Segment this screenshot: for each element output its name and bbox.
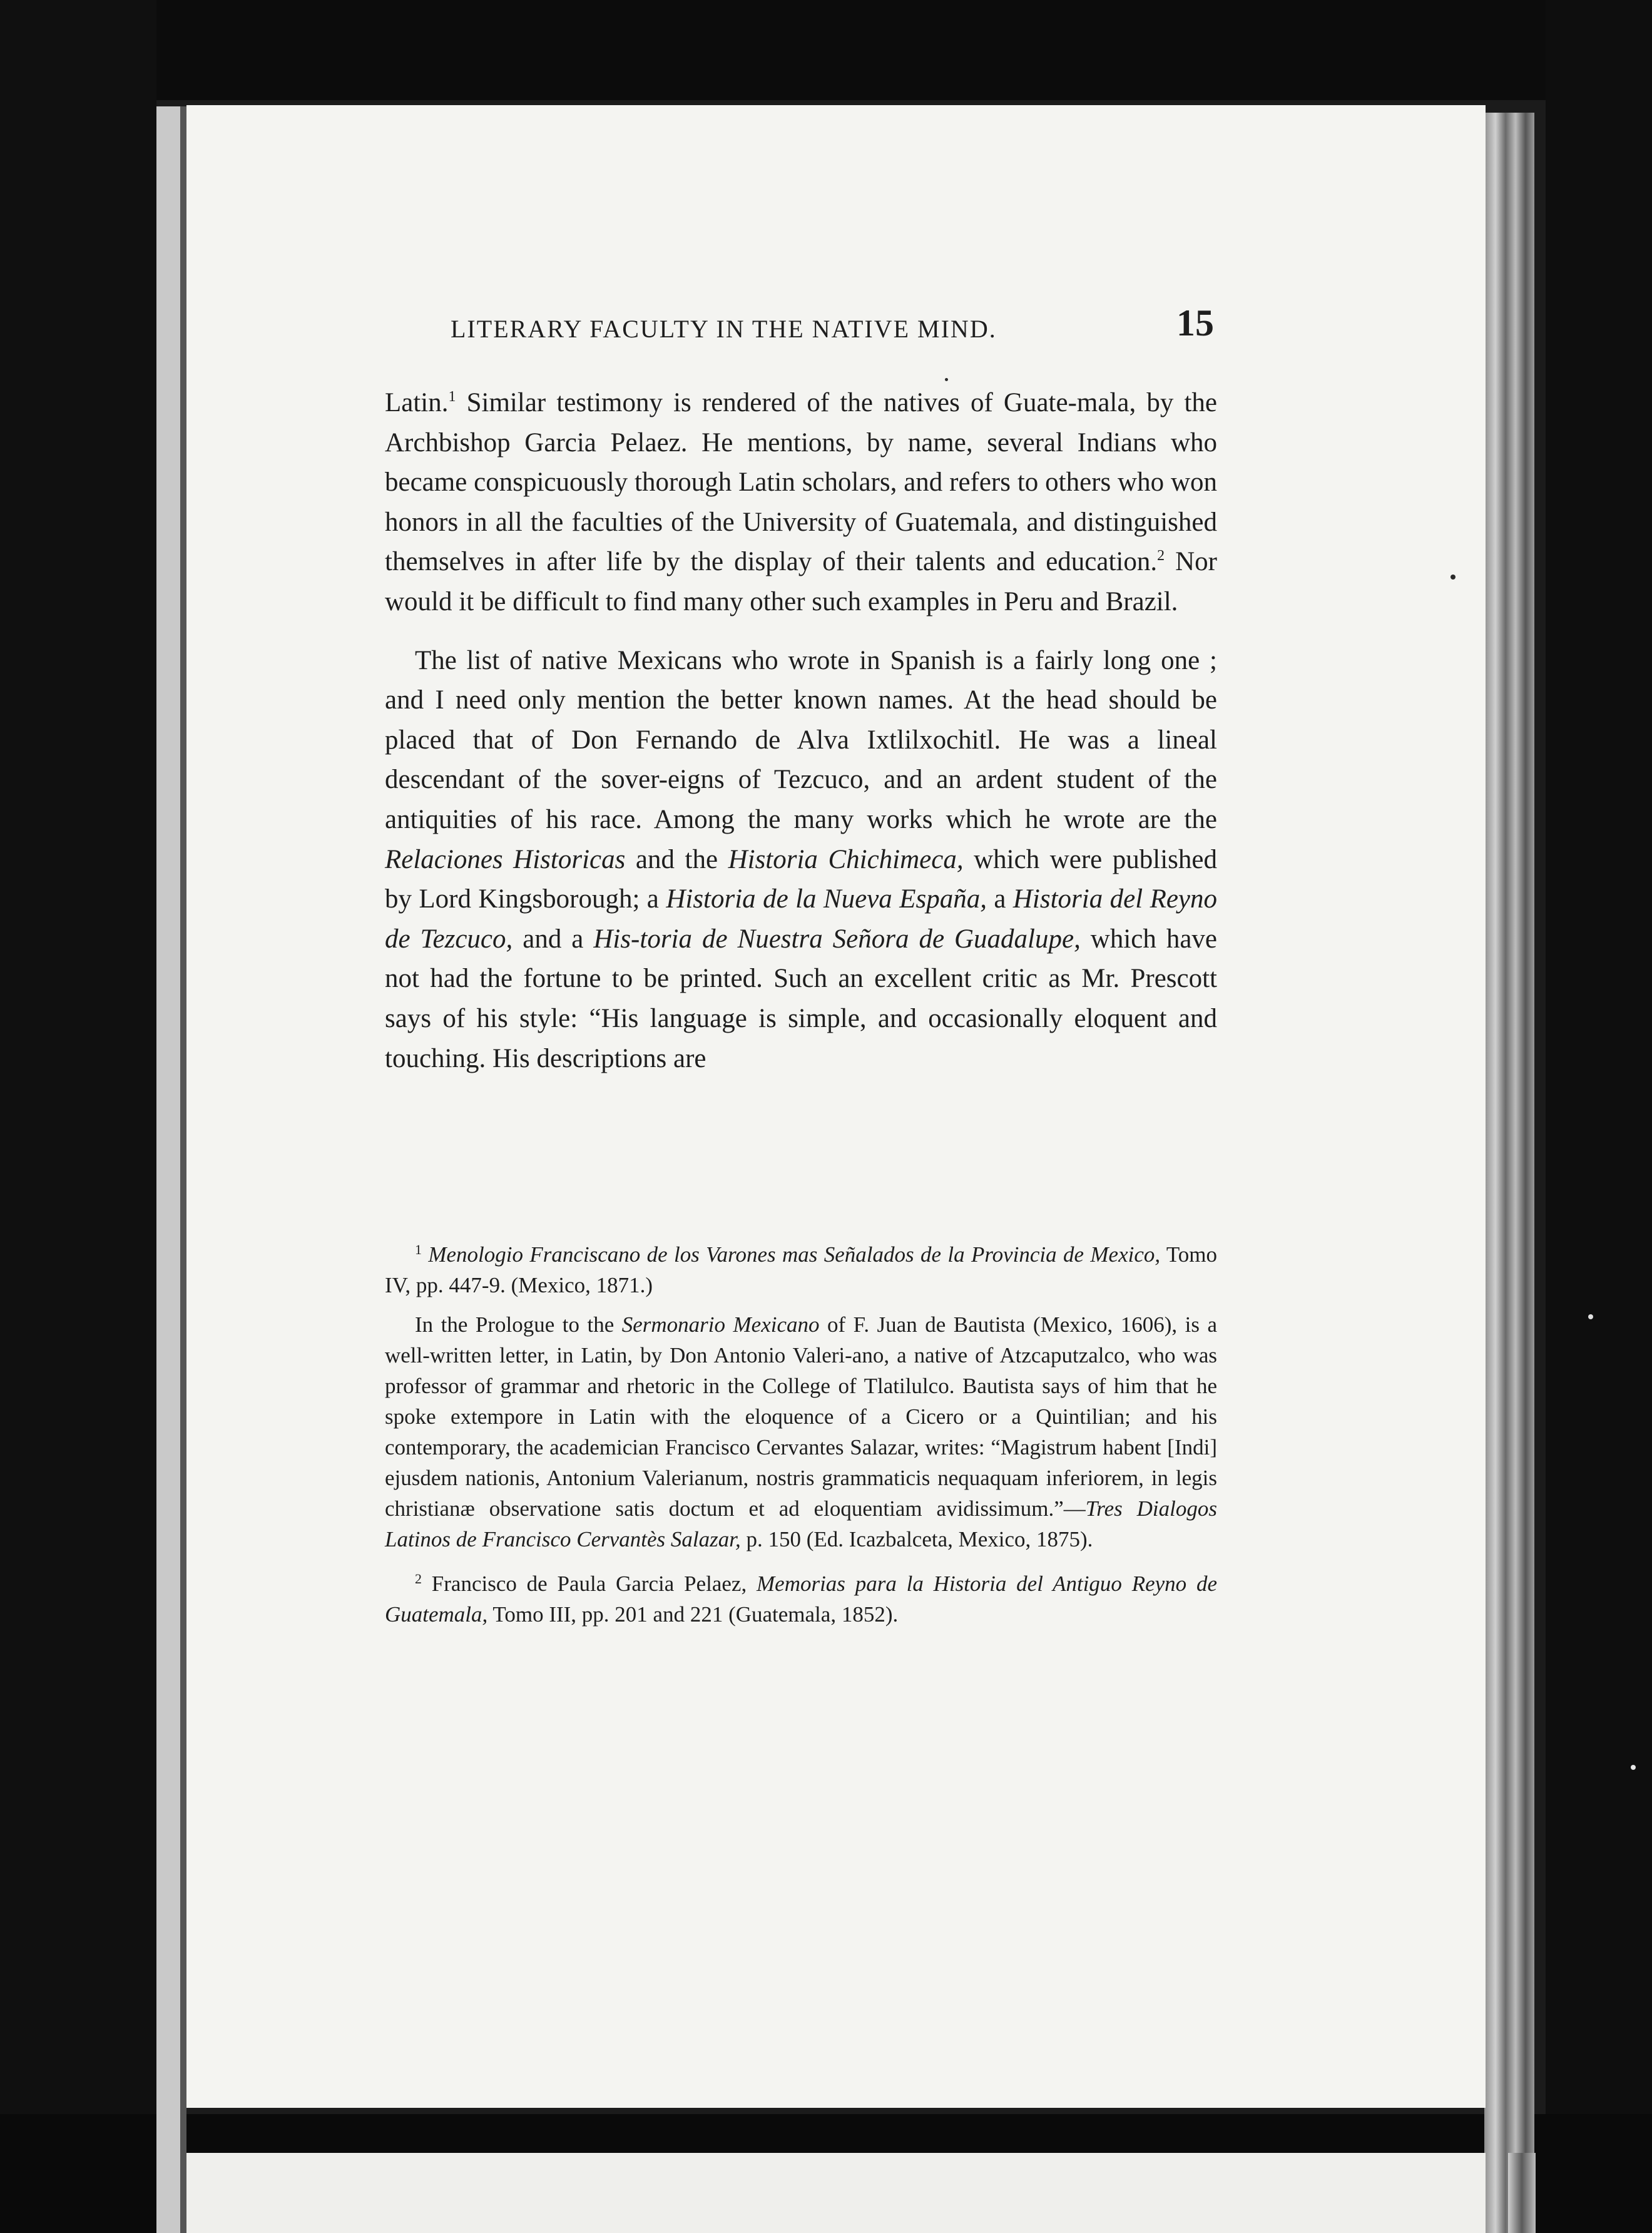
footnote-mark: 1 xyxy=(415,1242,422,1257)
text-run: and the xyxy=(625,844,728,874)
text-run: Nor would it be difficult to find many other such examples in Peru and Brazil. xyxy=(385,547,1217,616)
page-right-edge xyxy=(1484,113,1534,2233)
book-title: Sermonario Mexicano xyxy=(621,1312,820,1337)
film-border-top xyxy=(0,0,1652,100)
next-page-right-edge xyxy=(1508,2153,1536,2233)
page-header xyxy=(451,302,1214,352)
text-run: which have not had the fortune to be printed. Such an excellent critic as Mr. Prescott says of his style: “His language is simple, and occasionally eloquent and touching. His descriptions are xyxy=(385,924,1218,1073)
paragraph-1 xyxy=(385,383,1217,622)
main-text xyxy=(385,383,1217,1078)
page-number: 15 xyxy=(1176,302,1214,344)
dust-speck xyxy=(1631,1765,1636,1770)
text-run: Francisco de Paula Garcia Pelaez, xyxy=(422,1571,757,1596)
text-run: Tomo IV, pp. 447-9. (Mexico, 1871.) xyxy=(385,1242,1218,1297)
running-head: LITERARY FACULTY IN THE NATIVE MIND. xyxy=(451,315,997,343)
book-title: Menologio Franciscano de los Varones mas Señalados de la Provincia de Mexico, xyxy=(428,1242,1161,1267)
film-border-left xyxy=(0,0,156,2233)
text-run: The list of native Mexicans who wrote in Spanish is a fairly long one ; and I need only mention the better known names. At the head should be placed that of Don Fernando de Alva Ixtlilxochitl. He was a lineal descendant of the sover-eigns of Tezcuco, and an ardent student of the antiquities of his race. Among the many works which he wrote are the xyxy=(385,645,1217,834)
text-run: Tomo III, pp. 201 and 221 (Guatemala, 1852). xyxy=(487,1602,899,1627)
text-run: In the Prologue to the xyxy=(415,1312,622,1337)
text-run: p. 150 (Ed. Icazbalceta, Mexico, 1875). xyxy=(740,1527,1093,1551)
book-title: Relaciones Historicas xyxy=(385,844,626,874)
dust-speck xyxy=(945,378,948,381)
text-run: of F. Juan de Bautista (Mexico, 1606), is a well-written letter, in Latin, by Don Antonio Valeri-ano, a native of Atzcaputzalco, who was professor of grammar and rhetoric in the College of Tlatilulco. Bautista says of him that he spoke extempore in Latin with the eloquence of a Cicero or a Quintilian; and his contemporary, the academician Francisco Cervantes Salazar, writes: “Magistrum habent [Indi] ejusdem nationis, Antonium Valerianum, nostris grammaticis nequaquam inferiorem, in legis christianæ observatione satis doctum et ad eloquentiam avidissimum.”— xyxy=(385,1312,1218,1521)
footnote-1-continued xyxy=(385,1309,1217,1555)
text-run: Latin. xyxy=(385,388,449,417)
page-gutter-shadow xyxy=(180,106,186,2233)
footnotes xyxy=(385,1239,1217,1630)
footnote-ref-1: 1 xyxy=(448,389,456,405)
footnote-ref-2: 2 xyxy=(1157,548,1165,565)
footnote-1 xyxy=(385,1239,1217,1300)
book-title: Historia del Reyno de Tezcuco, xyxy=(385,884,1218,954)
text-run: a xyxy=(986,884,1013,914)
book-title: Tres Dialogos Latinos de Francisco Cervantès Salazar, xyxy=(385,1496,1217,1551)
film-border-right xyxy=(1546,0,1652,2233)
footnote-mark: 2 xyxy=(415,1571,422,1587)
book-title: Historia Chichimeca, xyxy=(728,844,964,874)
book-title: His-toria de Nuestra Señora de Guadalupe, xyxy=(593,924,1081,954)
book-title: Memorias para la Historia del Antiguo Reyno de Guatemala, xyxy=(385,1571,1217,1627)
text-run: which were published by Lord Kingsborough; a xyxy=(385,844,1218,914)
paragraph-2 xyxy=(385,641,1217,1079)
text-run: Similar testimony is rendered of the natives of Guate-mala, by the Archbishop Garcia Pelaez. He mentions, by name, several Indians who became conspicuously thorough Latin scholars, and refers to others who won honors in all the faculties of the University of Guatemala, and distinguished themselves in after life by the display of their talents and education. xyxy=(385,388,1217,577)
page-left-edge xyxy=(156,106,181,2233)
footnote-2 xyxy=(385,1568,1217,1630)
dust-speck xyxy=(1451,575,1456,580)
text-run: and a xyxy=(512,924,594,954)
dust-speck xyxy=(1588,1314,1593,1319)
next-page-edge xyxy=(186,2153,1486,2233)
book-title: Historia de la Nueva España, xyxy=(666,884,987,914)
